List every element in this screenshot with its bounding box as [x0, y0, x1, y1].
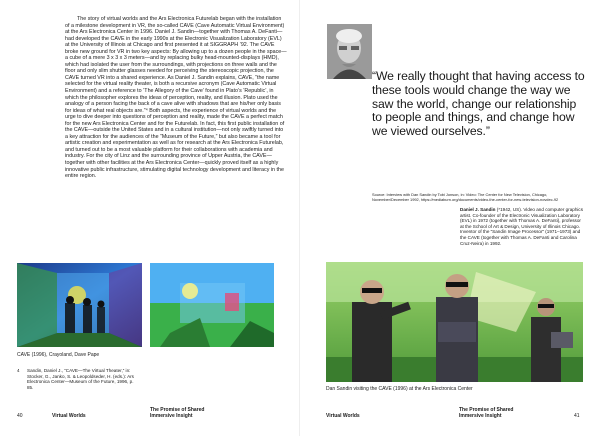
photo-caption: CAVE (1996), Crayoland, Dave Pape	[17, 352, 100, 358]
photo-cave-interior	[150, 263, 274, 347]
author-name: Daniel J. Sandin	[460, 207, 496, 212]
quote-source: Source: Interview with Dan Sandin by Tobi Jonson, in: Video: The Center for New Television, Chicago, November/December 1992, https://mediaburn.org/documents/video-the-center-for-new-television-novdec-92	[372, 192, 559, 202]
footer-section: Virtual Worlds	[326, 413, 360, 419]
photo-caption: Dan Sandin visiting the CAVE (1996) at the Ars Electronica Center	[326, 386, 473, 392]
footer-chapter-line: The Promise of Shared	[150, 407, 205, 413]
photo-sandin-cave	[326, 262, 583, 382]
photo-cave-group	[17, 263, 142, 347]
pull-quote: “We really thought that having access to these tools would change the way we saw the world, change our relationship to people and things, and change how we viewed ourselves.”	[372, 69, 585, 139]
page-number: 40	[17, 413, 23, 419]
footnote	[17, 368, 137, 390]
footer-chapter-line: Immersive Insight	[459, 413, 502, 419]
author-bio	[460, 207, 584, 246]
footer-chapter	[150, 407, 204, 419]
footer-chapter-line: The Promise of Shared	[459, 407, 514, 413]
footer-chapter	[459, 407, 513, 419]
portrait-photo	[327, 24, 372, 79]
footnote-text: Sandin, Daniel J., “CAVE—The Virtual Theater,” in: Stocker, G., Janko, S. & Leopoldseder, H. (eds.): Ars Electronica Center—Museum of the Future, 1996, p. 85.	[27, 368, 134, 390]
footnote-number: 4	[17, 368, 20, 373]
footer-chapter-line: Immersive Insight	[150, 413, 193, 419]
page-gutter	[299, 0, 300, 436]
footer-section: Virtual Worlds	[52, 413, 86, 419]
page-number: 41	[574, 413, 580, 419]
body-text	[65, 16, 287, 180]
body-paragraph: The story of virtual worlds and the Ars Electronica Futurelab began with the installation of a milestone development in VR, the so-called CAVE (Cave Automatic Virtual Environment) at the Ars Electronica Center in 1996. Daniel J. Sandin—together with Thomas A. DeFanti—had developed the CAVE in the early 1990s at the Electronic Visualization Laboratory (EVL) at the University of Illinois at Chicago and first presented it at SIGGRAPH ’92. The CAVE broke new ground for VR in two key aspects: By allowing up to a dozen people in the space—a cube of a mere 3 x 3 x 3 meters—and by replacing bulky head-mounted-displays (HMD), which had isolated the user from the surroundings, with projections on three walls and the floor and only slim shutter glasses needed for perceiving the stereoscopic projection, the CAVE turned VR into a shared experience. As Daniel J. Sandin explains, CAVE, “the name selected for the virtual reality theater, is both a recursive acronym (Cave Automatic Virtual Environment) and a reference to ‘The Allegory of the Cave’ found in Plato’s ‘Republic’, in which the philosopher explores the ideas of perception, reality, and illusion. Plato used the analogy of a person facing the back of a cave alive with shadows that are his/her only basis for ideas of what real objects are.”⁴ Both aspects, the experience of virtual worlds and the urge to dive deeper into questions of perception and reality, made the CAVE a perfect match for the new Ars Electronica Center and for the Futurelab. In fact, this first public installation of the CAVE—outside the United States and in a cultural institution—not only swiftly turned into a key attraction for the audiences of the “Museum of the Future,” but also became a tool for artistic creation and experimentation as well as for research at the Ars Electronica Futurelab, and turned out to be a most valuable platform for their collaborations with academia and industry. For the city of Linz and the surrounding province of Upper Austria, the CAVE—together with other facilities at the Ars Electronica Center—quickly proved itself as a highly innovative public infrastructure, stimulating digital technology development and literacy in the entire region.	[65, 16, 287, 180]
author-bio-text: (*1942, US). Video and computer graphics artist. Co-founder of the Electronic Visualization Laboratory (EVL) in 1972 (together with Thomas A. DeFanti), professor at the School of Art & Design, University of Illinois Chicago. Inventor of the “Sandin Image Processor” (1971–1973) and the CAVE (together with Thomas A. DeFanti and Carolina Cruz-Neira) in 1992.	[460, 207, 583, 246]
